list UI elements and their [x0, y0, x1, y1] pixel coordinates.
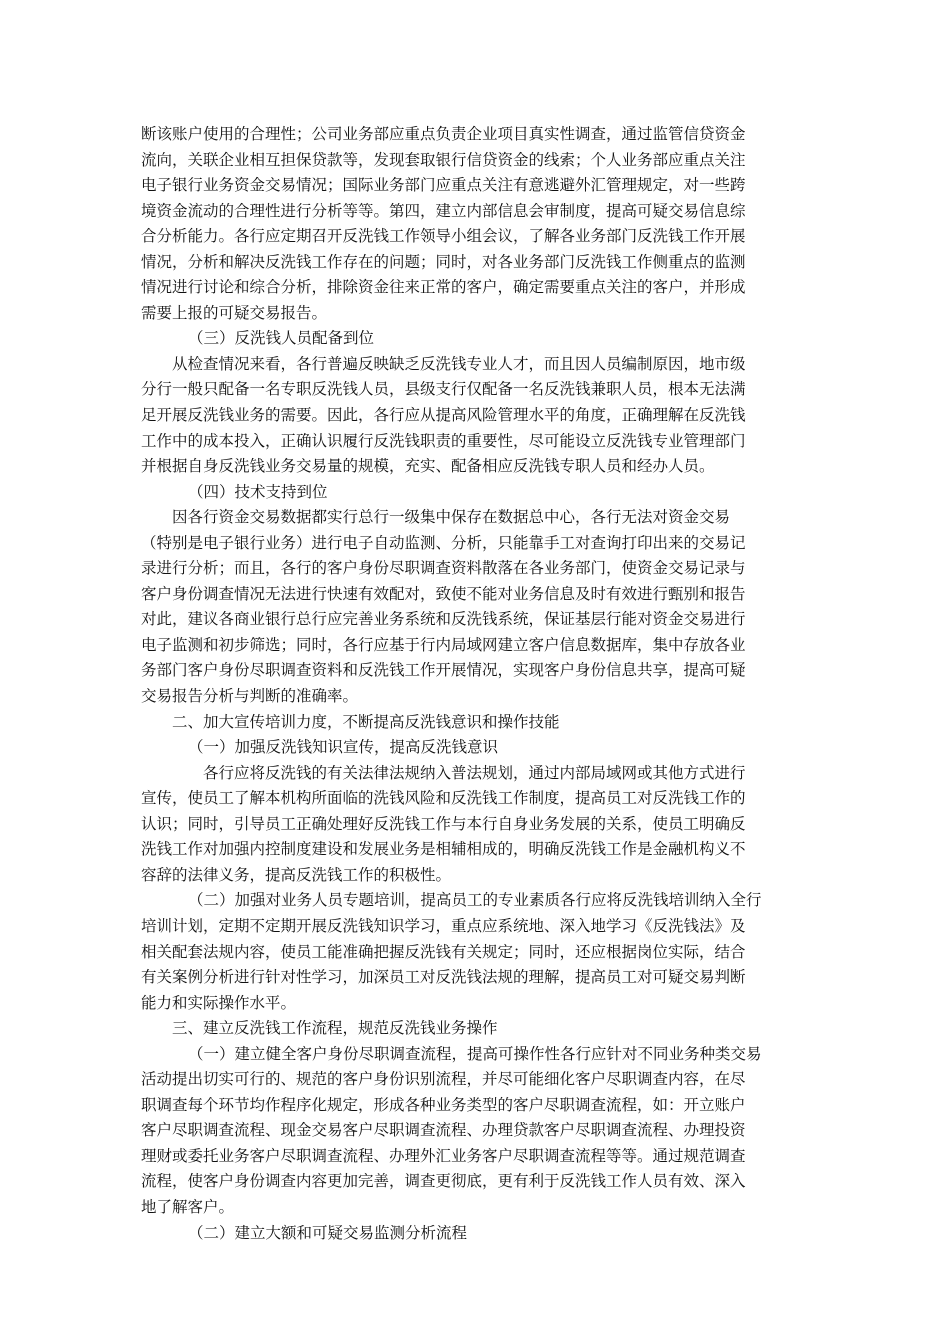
- text-line: 职调查每个环节均作程序化规定，形成各种业务类型的客户尽职调查流程，如：开立账户: [141, 1095, 746, 1114]
- text-line: 足开展反洗钱业务的需要。因此，各行应从提高风险管理水平的角度，正确理解在反洗钱: [141, 406, 746, 425]
- text-line: 务部门客户身份尽职调查资料和反洗钱工作开展情况，实现客户身份信息共享，提高可疑: [141, 661, 746, 680]
- text-line: 认识；同时，引导员工正确处理好反洗钱工作与本行自身业务发展的关系，使员工明确反: [141, 814, 746, 833]
- text-line: 活动提出切实可行的、规范的客户身份识别流程，并尽可能细化客户尽职调查内容，在尽: [141, 1070, 746, 1089]
- text-line: 有关案例分析进行针对性学习，加深员工对反洗钱法规的理解，提高员工对可疑交易判断: [141, 968, 746, 987]
- text-line: （三）反洗钱人员配备到位: [188, 329, 375, 348]
- text-line: 因各行资金交易数据都实行总行一级集中保存在数据总中心，各行无法对资金交易: [172, 508, 731, 527]
- text-line: （一）建立健全客户身份尽职调查流程，提高可操作性各行应针对不同业务种类交易: [188, 1044, 762, 1063]
- text-line: 对此，建议各商业银行总行应完善业务系统和反洗钱系统，保证基层行能对资金交易进行: [141, 610, 746, 629]
- document-body: [141, 122, 811, 1246]
- text-line: 工作中的成本投入，正确认识履行反洗钱职责的重要性，尽可能设立反洗钱专业管理部门: [141, 431, 746, 450]
- text-line: 地了解客户。: [141, 1197, 235, 1216]
- text-line: 培训计划，定期不定期开展反洗钱知识学习，重点应系统地、深入地学习《反洗钱法》及: [141, 916, 746, 935]
- text-line: 合分析能力。各行应定期召开反洗钱工作领导小组会议，了解各业务部门反洗钱工作开展: [141, 227, 746, 246]
- text-line: （一）加强反洗钱知识宣传，提高反洗钱意识: [188, 738, 499, 757]
- text-line: （二）建立大额和可疑交易监测分析流程: [188, 1223, 468, 1242]
- text-line: 宣传，使员工了解本机构所面临的洗钱风险和反洗钱工作制度，提高员工对反洗钱工作的: [141, 789, 746, 808]
- text-line: （四）技术支持到位: [188, 482, 328, 501]
- text-line: 理财或委托业务客户尽职调查流程、办理外汇业务客户尽职调查流程等等。通过规范调查: [141, 1146, 746, 1165]
- text-line: 客户尽职调查流程、现金交易客户尽职调查流程、办理贷款客户尽职调查流程、办理投资: [141, 1121, 746, 1140]
- text-line: 流向，关联企业相互担保贷款等，发现套取银行信贷资金的线索；个人业务部应重点关注: [141, 150, 746, 169]
- text-line: 交易报告分析与判断的准确率。: [141, 687, 359, 706]
- text-line: 并根据自身反洗钱业务交易量的规模，充实、配备相应反洗钱专职人员和经办人员。: [141, 457, 715, 476]
- text-line: 断该账户使用的合理性；公司业务部应重点负责企业项目真实性调查，通过监管信贷资金: [141, 125, 746, 143]
- text-line: 电子银行业务资金交易情况；国际业务部门应重点关注有意逃避外汇管理规定，对一些跨: [141, 176, 746, 195]
- text-line: 情况，分析和解决反洗钱工作存在的问题；同时，对各业务部门反洗钱工作侧重点的监测: [141, 252, 746, 271]
- text-line: 从检查情况来看，各行普遍反映缺乏反洗钱专业人才，而且因人员编制原因，地市级: [172, 354, 746, 373]
- text-line: （特别是电子银行业务）进行电子自动监测、分析，只能靠手工对查询打印出来的交易记: [141, 533, 746, 552]
- text-line: 录进行分析；而且，各行的客户身份尽职调查资料散落在各业务部门，使资金交易记录与: [141, 559, 746, 578]
- text-line: 境资金流动的合理性进行分析等等。第四，建立内部信息会审制度，提高可疑交易信息综: [141, 201, 746, 220]
- text-line: 分行一般只配备一名专职反洗钱人员，县级支行仅配备一名反洗钱兼职人员，根本无法满: [141, 380, 746, 399]
- text-line: 流程，使客户身份调查内容更加完善，调查更彻底，更有利于反洗钱工作人员有效、深入: [141, 1172, 746, 1191]
- text-line: 需要上报的可疑交易报告。: [141, 303, 328, 322]
- text-line: 三、建立反洗钱工作流程，规范反洗钱业务操作: [172, 1019, 498, 1038]
- text-line: 能力和实际操作水平。: [141, 993, 297, 1012]
- text-line: 各行应将反洗钱的有关法律法规纳入普法规划，通过内部局域网或其他方式进行: [203, 763, 746, 782]
- text-line: （二）加强对业务人员专题培训，提高员工的专业素质各行应将反洗钱培训纳入全行: [188, 891, 762, 910]
- text-line: 洗钱工作对加强内控制度建设和发展业务是相辅相成的，明确反洗钱工作是金融机构义不: [141, 840, 746, 859]
- text-line: 客户身份调查情况无法进行快速有效配对，致使不能对业务信息及时有效进行甄别和报告: [141, 584, 746, 603]
- text-line: 情况进行讨论和综合分析，排除资金往来正常的客户，确定需要重点关注的客户，并形成: [141, 278, 746, 297]
- text-line: 二、加大宣传培训力度，不断提高反洗钱意识和操作技能: [172, 712, 560, 731]
- text-line: 电子监测和初步筛选；同时，各行应基于行内局域网建立客户信息数据库，集中存放各业: [141, 635, 746, 654]
- text-line: 容辞的法律义务，提高反洗钱工作的积极性。: [141, 865, 452, 884]
- text-line: 相关配套法规内容，使员工能准确把握反洗钱有关规定；同时，还应根据岗位实际，结合: [141, 942, 746, 961]
